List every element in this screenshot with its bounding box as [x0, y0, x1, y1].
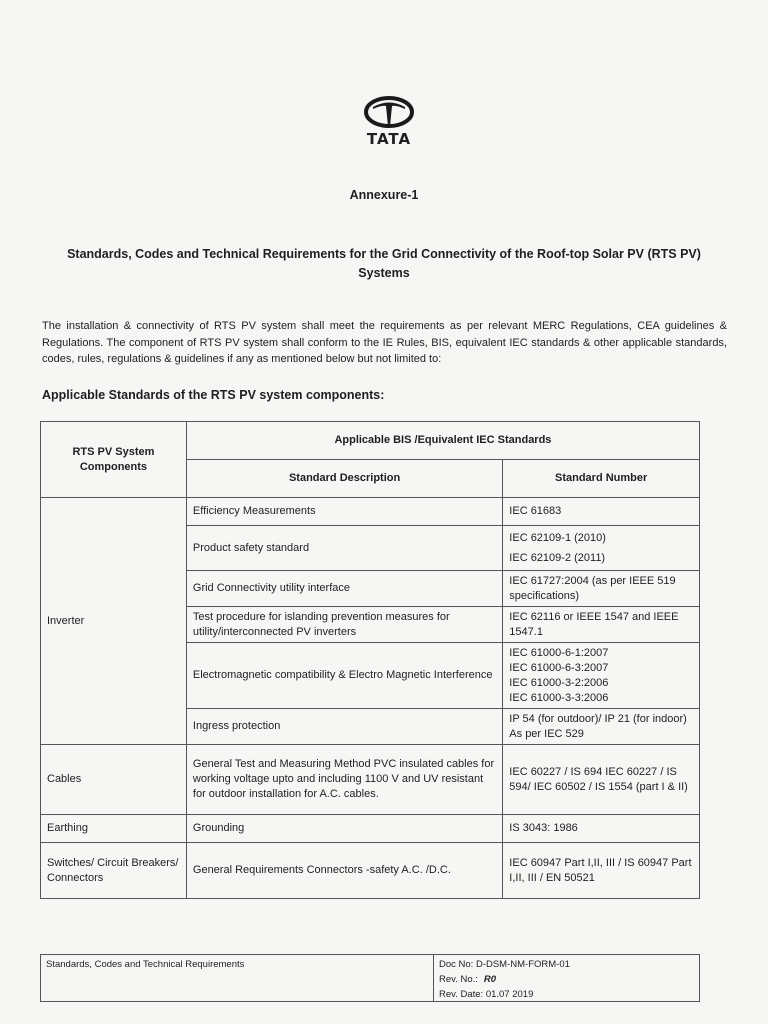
- number-line: IEC 62109-2 (2011): [509, 552, 606, 564]
- description-cell: General Test and Measuring Method PVC insulated cables for working voltage upto and including 1100 V and UV resistant for outdoor installation for A.C. cables.: [186, 745, 502, 815]
- description-cell: Electromagnetic compatibility & Electro Magnetic Interference: [186, 643, 502, 709]
- description-cell: Ingress protection: [186, 709, 502, 745]
- number-cell: [503, 526, 700, 571]
- header-component: RTS PV System Components: [41, 422, 187, 498]
- description-cell: Grounding: [186, 815, 502, 843]
- document-footer: [40, 954, 700, 1002]
- intro-paragraph: The installation & connectivity of RTS PV system shall meet the requirements as per relevant MERC Regulations, CEA guidelines & Regulations. The component of RTS PV system shall conform to the IE Rules, BIS, equivalent IEC standards & other applicable standards, codes, rules, regulations & guidelines if any as mentioned below but not limited to:: [42, 320, 727, 366]
- revision-date: Rev. Date: 01.07 2019: [439, 989, 534, 1000]
- table-row: [41, 815, 700, 843]
- description-cell: General Requirements Connectors -safety A.C. /D.C.: [186, 843, 502, 899]
- table-row: [41, 498, 700, 526]
- number-cell: IEC 61683: [503, 498, 700, 526]
- revision-value: R0: [483, 974, 497, 985]
- description-cell: Test procedure for islanding prevention measures for utility/interconnected PV inverters: [186, 607, 502, 643]
- number-line: IEC 61000-6-3:2007: [509, 661, 609, 674]
- number-cell: IS 3043: 1986: [503, 815, 700, 843]
- table-row: [41, 745, 700, 815]
- number-cell: [503, 643, 700, 709]
- component-cell: Inverter: [41, 498, 187, 745]
- footer-meta: [434, 955, 699, 1001]
- number-line: IEC 61000-3-2:2006: [509, 676, 609, 689]
- number-cell: IP 54 (for outdoor)/ IP 21 (for indoor) As per IEC 529: [503, 709, 700, 745]
- component-cell: Earthing: [41, 815, 187, 843]
- number-line: IEC 62109-1 (2010): [509, 532, 606, 544]
- component-cell: Switches/ Circuit Breakers/ Connectors: [41, 843, 187, 899]
- header-number: Standard Number: [503, 460, 700, 498]
- header-description: Standard Description: [186, 460, 502, 498]
- number-cell: IEC 60227 / IS 694 IEC 60227 / IS 594/ IEC 60502 / IS 1554 (part I & II): [503, 745, 700, 815]
- logo-wordmark: TATA: [366, 130, 412, 148]
- component-cell: Cables: [41, 745, 187, 815]
- annexure-label: Annexure-1: [349, 188, 419, 202]
- footer-title: Standards, Codes and Technical Requirements: [41, 955, 434, 1001]
- description-cell: Grid Connectivity utility interface: [186, 571, 502, 607]
- section-heading: Applicable Standards of the RTS PV system components:: [42, 388, 385, 402]
- table-row: [41, 843, 700, 899]
- revision-label: Rev. No.:: [439, 974, 478, 985]
- page-title: Standards, Codes and Technical Requirements for the Grid Connectivity of the Roof-top Solar PV (RTS PV) Systems: [67, 247, 701, 280]
- header-group: Applicable BIS /Equivalent IEC Standards: [186, 422, 699, 460]
- number-cell: IEC 60947 Part I,II, III / IS 60947 Part I,II, III / EN 50521: [503, 843, 700, 899]
- standards-table: [40, 421, 700, 899]
- description-cell: Product safety standard: [186, 526, 502, 571]
- number-cell: IEC 61727:2004 (as per IEEE 519 specifications): [503, 571, 700, 607]
- revision-number: [439, 972, 694, 987]
- doc-number: Doc No: D-DSM-NM-FORM-01: [439, 959, 570, 970]
- number-cell: IEC 62116 or IEEE 1547 and IEEE 1547.1: [503, 607, 700, 643]
- description-cell: Efficiency Measurements: [186, 498, 502, 526]
- tata-logo: [354, 96, 424, 148]
- number-line: IEC 61000-6-1:2007: [509, 646, 609, 659]
- tata-emblem-icon: [364, 96, 414, 128]
- number-line: IEC 61000-3-3:2006: [509, 691, 609, 704]
